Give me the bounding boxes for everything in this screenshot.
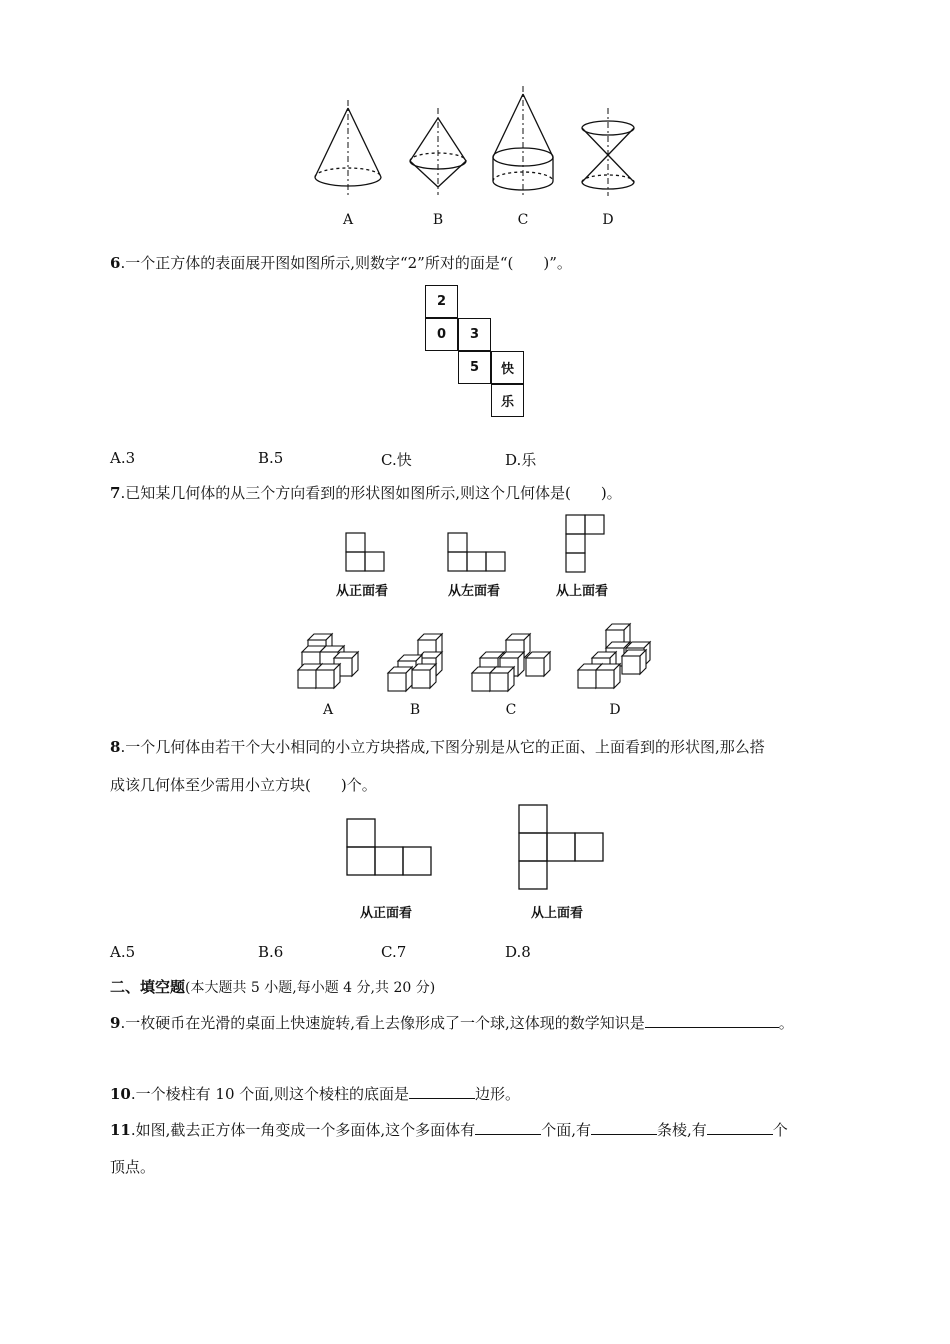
section-heading <box>110 977 435 998</box>
option-d: D.乐 <box>505 451 537 469</box>
option-d: D.8 <box>505 943 531 961</box>
question-number: 7 <box>110 484 121 502</box>
answer-blank-edges[interactable] <box>591 1120 657 1135</box>
question-7 <box>110 483 622 503</box>
question-number: 8 <box>110 738 121 756</box>
option-a: A.5 <box>110 943 136 961</box>
option-c: C.快 <box>381 451 412 469</box>
question-number: 6 <box>110 254 121 272</box>
q7-view-drawings <box>0 510 950 580</box>
q7-cube-options <box>0 620 950 700</box>
option-c: C.7 <box>381 943 407 961</box>
section-title: 二、填空题 <box>110 978 186 996</box>
question-10 <box>110 1084 520 1104</box>
section-note: (本大题共 5 小题,每小题 4 分,共 20 分) <box>185 980 436 996</box>
view-label-top: 从上面看 <box>531 906 584 921</box>
option-b: B.6 <box>258 943 284 961</box>
question-6 <box>110 253 572 273</box>
net-cell: 0 <box>425 318 458 351</box>
question-text: .一个棱柱有 10 个面,则这个棱柱的底面是 <box>130 1085 410 1103</box>
net-cell: 快 <box>491 351 524 384</box>
option-b: B.5 <box>258 449 284 467</box>
figure-label-c: C <box>517 212 529 228</box>
view-label-front: 从正面看 <box>360 906 413 921</box>
option-b-solid <box>388 634 442 691</box>
question-end: 。 <box>778 1014 794 1032</box>
question-number: 11 <box>110 1121 131 1139</box>
option-label-d: D <box>609 702 621 718</box>
figure-a-cone <box>315 100 381 195</box>
view-label-top: 从上面看 <box>556 584 609 599</box>
question-text: .一个几何体由若干个大小相同的小立方块搭成,下图分别是从它的正面、上面看到的形状图,那么搭 <box>120 738 765 756</box>
option-a-solid <box>298 634 358 688</box>
answer-blank-vertices[interactable] <box>707 1120 773 1135</box>
question-number: 10 <box>110 1085 131 1103</box>
figure-label-a: A <box>342 212 354 228</box>
question-end: 边形。 <box>475 1085 521 1103</box>
question-number: 9 <box>110 1014 121 1032</box>
question-text: 个 <box>772 1121 788 1139</box>
question-text: .一枚硬币在光滑的桌面上快速旋转,看上去像形成了一个球,这体现的数学知识是 <box>120 1014 645 1032</box>
option-label-c: C <box>505 702 517 718</box>
option-a: A.3 <box>110 449 136 467</box>
question-8-line2: 成该几何体至少需用小立方块( )个。 <box>110 776 377 794</box>
option-label-b: B <box>409 702 421 718</box>
net-cell: 乐 <box>491 384 524 417</box>
option-c-solid <box>472 634 550 691</box>
net-cell: 3 <box>458 318 491 351</box>
answer-blank[interactable] <box>409 1084 475 1099</box>
question-text: 条棱,有 <box>656 1121 707 1139</box>
question-text: .一个正方体的表面展开图如图所示,则数字“2”所对的面是“( )”。 <box>120 254 572 272</box>
option-label-a: A <box>322 702 334 718</box>
question-11-line2: 顶点。 <box>110 1158 156 1176</box>
view-label-left: 从左面看 <box>448 584 501 599</box>
view-label-front: 从正面看 <box>336 584 389 599</box>
answer-blank[interactable] <box>645 1013 779 1028</box>
figure-label-b: B <box>432 212 444 228</box>
figure-label-d: D <box>602 212 614 228</box>
option-d-solid <box>578 624 650 688</box>
q8-view-drawings <box>0 800 950 900</box>
net-cell: 2 <box>425 285 458 318</box>
question-text: .如图,截去正方体一角变成一个多面体,这个多面体有 <box>130 1121 476 1139</box>
question-text: .已知某几何体的从三个方向看到的形状图如图所示,则这个几何体是( )。 <box>120 484 622 502</box>
net-cell: 5 <box>458 351 491 384</box>
figure-b-double-cone <box>410 108 466 195</box>
figure-d-hourglass <box>582 108 634 196</box>
question-11-line1 <box>110 1120 788 1140</box>
question-9 <box>110 1013 794 1033</box>
question-text: 个面,有 <box>541 1121 591 1139</box>
question-8-line1 <box>110 737 765 757</box>
figure-c-cone-cylinder <box>493 86 553 195</box>
answer-blank-faces[interactable] <box>475 1120 541 1135</box>
